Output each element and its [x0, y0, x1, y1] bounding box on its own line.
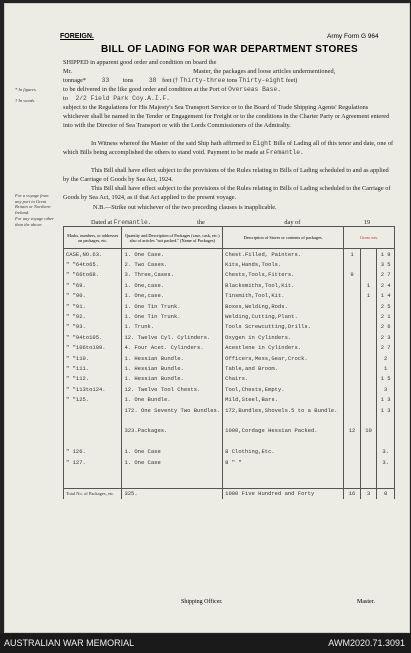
- mr-label: Mr.: [63, 68, 72, 75]
- table-row: [64, 457, 395, 467]
- row-c3: [377, 478, 395, 489]
- table-row: [64, 270, 395, 280]
- row-qty: 12. Twelve Cyl. Cylinders.: [122, 332, 223, 342]
- row-c3: 2 7: [377, 343, 395, 353]
- row-c1: [344, 478, 361, 489]
- row-desc: Officers,Mess,Gear,Crock.: [223, 353, 344, 363]
- row-c2: [360, 457, 377, 467]
- row-desc: Boxes,Welding,Rods.: [223, 301, 344, 311]
- row-qty: 172. One Seventy Two Bundles.: [122, 405, 223, 415]
- row-marks: " "112.: [64, 374, 122, 384]
- note-in-figures: * In figures.: [15, 87, 37, 92]
- master-text: Master, the packages and loose articles undermentioned,: [193, 68, 336, 75]
- col-qty-header: Quantity and Description of Packages (case, cask, etc.) also of articles "not packed." (Name of Packages): [122, 227, 223, 249]
- document-title: BILL OF LADING FOR WAR DEPARTMENT STORES: [101, 44, 358, 55]
- row-c3: 2 6: [377, 322, 395, 332]
- row-c3: 1 9: [377, 249, 395, 260]
- row-desc: [223, 415, 344, 425]
- master-signature-label: Master.: [357, 599, 375, 605]
- row-desc: 8 " ": [223, 457, 344, 467]
- row-c1: [344, 280, 361, 290]
- col-weight-header: Gross wts.: [344, 227, 395, 249]
- table-row: [64, 343, 395, 353]
- row-qty: 1. Hessian Bundle.: [122, 363, 223, 373]
- bills-count: Eight: [252, 140, 272, 147]
- witness-paragraph: [63, 139, 395, 157]
- day-of-label: day of: [284, 219, 301, 226]
- row-marks: " "90.: [64, 291, 122, 301]
- row-c1: [344, 415, 361, 425]
- tonnage-label: tonnage*: [63, 77, 87, 84]
- row-c3: [377, 436, 395, 446]
- table-row: [64, 426, 395, 436]
- table-row: [64, 332, 395, 342]
- row-marks: " "94to105.: [64, 332, 122, 342]
- form-number: Army Form G 964: [327, 33, 379, 40]
- tonnage-line: [63, 76, 395, 85]
- year-label: 19: [363, 219, 371, 226]
- to-label: to: [63, 95, 68, 102]
- row-c1: [344, 322, 361, 332]
- row-c3: 3.: [377, 457, 395, 467]
- row-c3: 1 5: [377, 374, 395, 384]
- clause-1924-a: This Bill shall have effect subject to the provisions of the Rules relating to Bills of Lading scheduled to and as applied by the Carriage of Goods by Sea Act, 1924.: [63, 167, 389, 183]
- row-c3: 1 3: [377, 405, 395, 415]
- row-qty: [122, 415, 223, 425]
- row-c1: [344, 446, 361, 456]
- row-marks: " "64to65.: [64, 259, 122, 269]
- row-marks: " "66to68.: [64, 270, 122, 280]
- row-desc: Chest.Filled, Painters.: [223, 249, 344, 260]
- row-c2: [360, 374, 377, 384]
- table-row: [64, 394, 395, 404]
- row-c3: 1 3: [377, 394, 395, 404]
- table-row: [64, 446, 395, 456]
- col-marks-header: Marks, numbers, or addresses on packages, etc.: [64, 227, 122, 249]
- row-c1: [344, 332, 361, 342]
- shipping-officer-label: Shipping Officer.: [181, 599, 223, 605]
- row-c1: [344, 311, 361, 321]
- row-desc: Chairs.: [223, 374, 344, 384]
- row-c2: [360, 446, 377, 456]
- row-marks: [64, 478, 122, 489]
- row-c2: [360, 311, 377, 321]
- row-qty: [122, 436, 223, 446]
- row-desc: 8 Clothing,Etc.: [223, 446, 344, 456]
- row-qty: 1. One Tin Trunk.: [122, 311, 223, 321]
- row-c3: 1 4: [377, 291, 395, 301]
- row-marks: [64, 415, 122, 425]
- table-row: [64, 280, 395, 290]
- row-marks: " 126.: [64, 446, 122, 456]
- row-c2: 1: [360, 280, 377, 290]
- tons-figure: 33: [101, 77, 110, 84]
- table-row: [64, 478, 395, 489]
- col-desc-header: Description of Stores or contents of packages.: [223, 227, 344, 249]
- row-c2: [360, 343, 377, 353]
- archive-ref: AWM2020.71.3091: [328, 638, 405, 648]
- row-marks: " "110.: [64, 353, 122, 363]
- row-c3: 1: [377, 363, 395, 373]
- feet-label-2: feet): [285, 77, 298, 84]
- regulations-paragraph: subject to the Regulations for His Majesty's Sea Transport Service or to the Board of Trade Shipping Agents' Regulations whichever shall be named in the Tender or Engagement for Freight or to the conditions in the Charter Party or Agreement entered into with the Director of Sea Transport or with the Lords Commissioners of the Admiralty.: [63, 104, 390, 129]
- row-c1: [344, 301, 361, 311]
- total-c2: 3: [360, 488, 377, 499]
- tons-words: Thirty-three: [179, 77, 226, 84]
- row-marks: " "111.: [64, 363, 122, 373]
- witness-text: In Witness whereof the Master of the said Ship hath affirmed to: [91, 140, 252, 147]
- row-c1: [344, 291, 361, 301]
- witness-text-2: Bills of Lading all of this tenor and date, one of which Bills being accomplished the others to stand void. Payment to be made at: [63, 140, 394, 156]
- row-c3: [377, 467, 395, 477]
- port-text: to be delivered in the like good order and condition at the Port of: [63, 86, 227, 93]
- clause-1924-b: This Bill shall have effect subject to the provisions of the Rules relating to Bills of Lading scheduled to the Carriage of Goods by Sea Act, 1924, as if that Act applied to the present voyage.: [63, 185, 391, 201]
- total-row: [64, 488, 395, 499]
- bill-of-lading-document: [4, 3, 410, 633]
- row-desc: Blacksmiths,Tool,Kit.: [223, 280, 344, 290]
- row-desc: Mild,Steel,Bars.: [223, 394, 344, 404]
- row-desc: [223, 436, 344, 446]
- row-c3: 2 3: [377, 332, 395, 342]
- row-marks: " "125.: [64, 394, 122, 404]
- total-label: Total No. of Packages, etc.: [64, 488, 122, 499]
- tons-label-2: tons: [226, 77, 238, 84]
- row-c2: [360, 478, 377, 489]
- row-marks: " 127.: [64, 457, 122, 467]
- row-c2: [360, 332, 377, 342]
- row-c2: [360, 363, 377, 373]
- row-c2: [360, 259, 377, 269]
- row-qty: 1. One Bundle.: [122, 394, 223, 404]
- row-c3: 2: [377, 353, 395, 363]
- row-marks: " "106to109.: [64, 343, 122, 353]
- row-c3: 2 4: [377, 280, 395, 290]
- feet-figure: 38: [148, 77, 157, 84]
- row-c3: [377, 426, 395, 436]
- table-row: [64, 405, 395, 415]
- table-row: [64, 384, 395, 394]
- table-row: [64, 311, 395, 321]
- row-c1: [344, 467, 361, 477]
- row-qty: 1. One,case.: [122, 291, 223, 301]
- row-c1: [344, 353, 361, 363]
- consignee-line: [63, 94, 395, 103]
- row-marks: [64, 436, 122, 446]
- row-c2: [360, 270, 377, 280]
- row-c2: [360, 436, 377, 446]
- row-c2: [360, 394, 377, 404]
- tons-label: tons: [122, 77, 134, 84]
- table-row: [64, 301, 395, 311]
- row-marks: [64, 467, 122, 477]
- row-c2: [360, 301, 377, 311]
- row-qty: 12. Twelve Tool Chests.: [122, 384, 223, 394]
- archive-footer: [0, 634, 411, 653]
- table-row: [64, 363, 395, 373]
- row-marks: CASE,NO.63.: [64, 249, 122, 260]
- row-qty: [122, 467, 223, 477]
- total-desc: 1000 Five Hundred and Forty: [223, 488, 344, 499]
- table-row: [64, 259, 395, 269]
- total-qty: 325.: [122, 488, 223, 499]
- row-qty: 1. One Case.: [122, 249, 223, 260]
- row-desc: Welding,Cutting,Plant.: [223, 311, 344, 321]
- note-in-words: † In words.: [15, 98, 36, 103]
- table-row: [64, 436, 395, 446]
- table-row: [64, 467, 395, 477]
- row-c1: [344, 405, 361, 415]
- row-desc: Table,and Broom.: [223, 363, 344, 373]
- archive-name: AUSTRALIAN WAR MEMORIAL: [4, 638, 135, 648]
- row-marks: " "69.: [64, 280, 122, 290]
- table-row: [64, 415, 395, 425]
- row-desc: Acestlene in Cylinders.: [223, 343, 344, 353]
- row-marks: " "91.: [64, 301, 122, 311]
- row-desc: Kits,Hands,Tools.: [223, 259, 344, 269]
- row-desc: Tools Screwcutting,Drills.: [223, 322, 344, 332]
- row-qty: 1. One Tin Trunk.: [122, 301, 223, 311]
- row-c2: [360, 415, 377, 425]
- row-marks: " "92.: [64, 311, 122, 321]
- row-c1: [344, 436, 361, 446]
- table-row: [64, 291, 395, 301]
- row-c3: 3 5: [377, 259, 395, 269]
- table-row: [64, 249, 395, 260]
- row-c3: 2 5: [377, 301, 395, 311]
- row-c2: [360, 467, 377, 477]
- row-qty: 1. One,case.: [122, 280, 223, 290]
- row-c1: [344, 384, 361, 394]
- row-c2: 1: [360, 291, 377, 301]
- master-line: [63, 67, 395, 76]
- dated-place: Fremantle.: [113, 219, 152, 226]
- consignee-value: 2/2 Field Park Coy.A.I.F.: [75, 95, 170, 102]
- row-c3: [377, 415, 395, 425]
- row-c1: 1: [344, 249, 361, 260]
- feet-label: feet (†: [162, 77, 179, 84]
- row-qty: 1. One Case: [122, 446, 223, 456]
- row-c2: [360, 353, 377, 363]
- row-c1: 12: [344, 426, 361, 436]
- row-qty: 1. Trunk.: [122, 322, 223, 332]
- row-c3: 3.: [377, 446, 395, 456]
- table-row: [64, 353, 395, 363]
- goods-table: [63, 226, 395, 499]
- row-desc: Tool,Chests,Empty.: [223, 384, 344, 394]
- shipped-line: SHIPPED in apparent good order and condition on board the: [63, 59, 217, 66]
- row-qty: 2. Two Cases.: [122, 259, 223, 269]
- row-desc: 172,Bundles,Shovels.5 to a Bundle.: [223, 405, 344, 415]
- dated-at-label: Dated at: [91, 219, 113, 226]
- row-desc: Tinsmith,Tool,Kit.: [223, 291, 344, 301]
- row-c1: [344, 394, 361, 404]
- note-voyage-gb: For a voyage from any port in Great Britain or Northern Ireland.: [15, 193, 51, 215]
- row-desc: Oxygen in Cylinders.: [223, 332, 344, 342]
- row-desc: [223, 467, 344, 477]
- row-c1: [344, 374, 361, 384]
- row-qty: 1. Hessian Bundle.: [122, 374, 223, 384]
- port-line: [63, 85, 395, 94]
- the-label: the: [197, 219, 205, 226]
- row-c1: 9: [344, 270, 361, 280]
- row-c3: 2 7: [377, 270, 395, 280]
- row-qty: 323.Packages.: [122, 426, 223, 436]
- row-desc: Chests,Tools,Fitters.: [223, 270, 344, 280]
- table-row: [64, 374, 395, 384]
- row-c2: 10: [360, 426, 377, 436]
- row-qty: 1. One Case: [122, 457, 223, 467]
- row-marks: [64, 405, 122, 415]
- foreign-label: FOREIGN.: [60, 33, 94, 40]
- row-c2: [360, 405, 377, 415]
- row-marks: " "113to124.: [64, 384, 122, 394]
- row-c2: [360, 249, 377, 260]
- row-c1: [344, 343, 361, 353]
- nb-note: N.B.—Strike out whichever of the two preceding clauses is inapplicable.: [93, 204, 277, 211]
- total-c3: 0: [377, 488, 395, 499]
- row-c2: [360, 322, 377, 332]
- total-c1: 16: [344, 488, 361, 499]
- row-desc: 1000,Cordage Hessian Packed.: [223, 426, 344, 436]
- payment-place: Fremantle.: [266, 149, 304, 156]
- note-voyage-other: For any voyage other than the above.: [15, 216, 54, 227]
- row-c2: [360, 384, 377, 394]
- port-value: Overseas Base.: [228, 86, 281, 93]
- row-marks: [64, 426, 122, 436]
- row-c1: [344, 363, 361, 373]
- row-c1: [344, 457, 361, 467]
- row-desc: [223, 478, 344, 489]
- row-c1: [344, 259, 361, 269]
- row-marks: " "93.: [64, 322, 122, 332]
- row-qty: 3. Three,Cases.: [122, 270, 223, 280]
- row-qty: 4. Four Acet. Cylinders.: [122, 343, 223, 353]
- feet-words: Thirty-eight: [238, 77, 285, 84]
- row-qty: [122, 478, 223, 489]
- row-c3: 3: [377, 384, 395, 394]
- table-row: [64, 322, 395, 332]
- row-qty: 1. Hessian Bundle.: [122, 353, 223, 363]
- row-c3: 2 1: [377, 311, 395, 321]
